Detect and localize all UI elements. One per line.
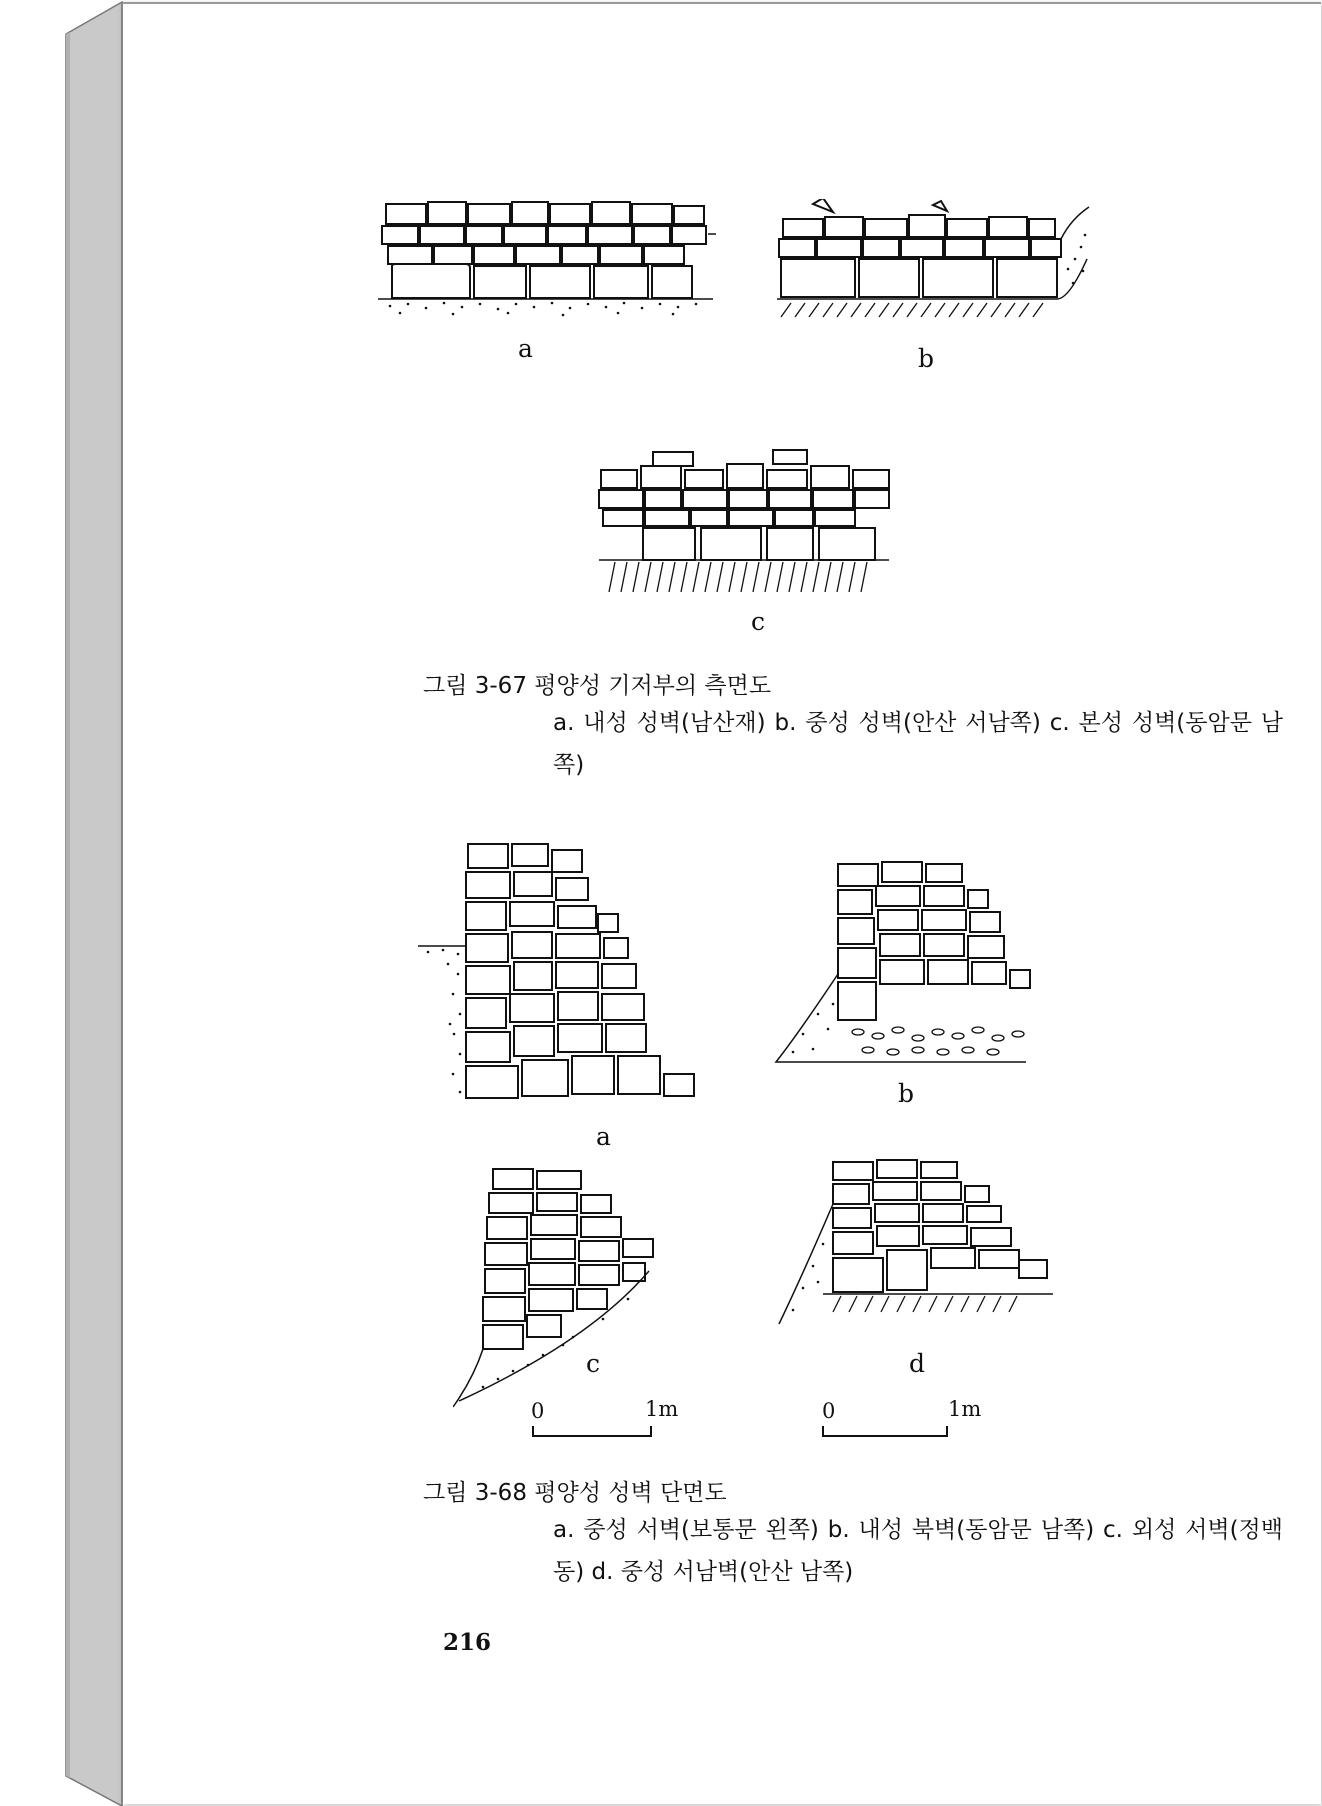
figure-68-caption-title: 그림 3-68 평양성 성벽 단면도: [423, 1480, 727, 1506]
figure-67-caption-description: a. 내성 성벽(남산재) b. 중성 성벽(안산 서남쪽) c. 본성 성벽(동암문 남쪽): [553, 710, 1283, 778]
figure-68b-wall-section: [748, 854, 1068, 1074]
figure-67b-wall-elevation: [773, 199, 1113, 339]
figure-68b-label: b: [898, 1079, 915, 1108]
figure-67-caption-title: 그림 3-67 평양성 기저부의 측면도: [423, 673, 772, 699]
figure-68a-label: a: [596, 1122, 611, 1151]
figure-67a-wall-elevation: [378, 194, 718, 329]
page-number: 216: [443, 1629, 492, 1656]
figure-68a-wall-section: [408, 834, 738, 1114]
book-spine: [0, 0, 130, 1806]
figure-68d-label: d: [909, 1349, 926, 1378]
figure-68c-label: c: [586, 1349, 601, 1378]
figure-67c-wall-elevation: [593, 444, 903, 604]
scale-bar-2-one-meter: 1m: [948, 1397, 982, 1421]
figure-67b-label: b: [918, 344, 935, 373]
scale-bar-1-zero: 0: [531, 1399, 545, 1423]
figure-68c-wall-section: [453, 1159, 753, 1414]
figure-67c-label: c: [751, 607, 766, 636]
book-page: [122, 2, 1321, 1804]
figure-67a-label: a: [518, 334, 533, 363]
figure-68d-wall-section: [763, 1154, 1083, 1334]
figure-68-caption-description: a. 중성 서벽(보통문 왼쪽) b. 내성 북벽(동암문 남쪽) c. 외성 서벽(정백동) d. 중성 서남벽(안산 남쪽): [553, 1517, 1283, 1585]
scale-bar-1-one-meter: 1m: [645, 1397, 679, 1421]
scale-bar-2: [821, 1424, 951, 1438]
scale-bar-2-zero: 0: [822, 1399, 836, 1423]
scale-bar-1: [531, 1424, 656, 1438]
